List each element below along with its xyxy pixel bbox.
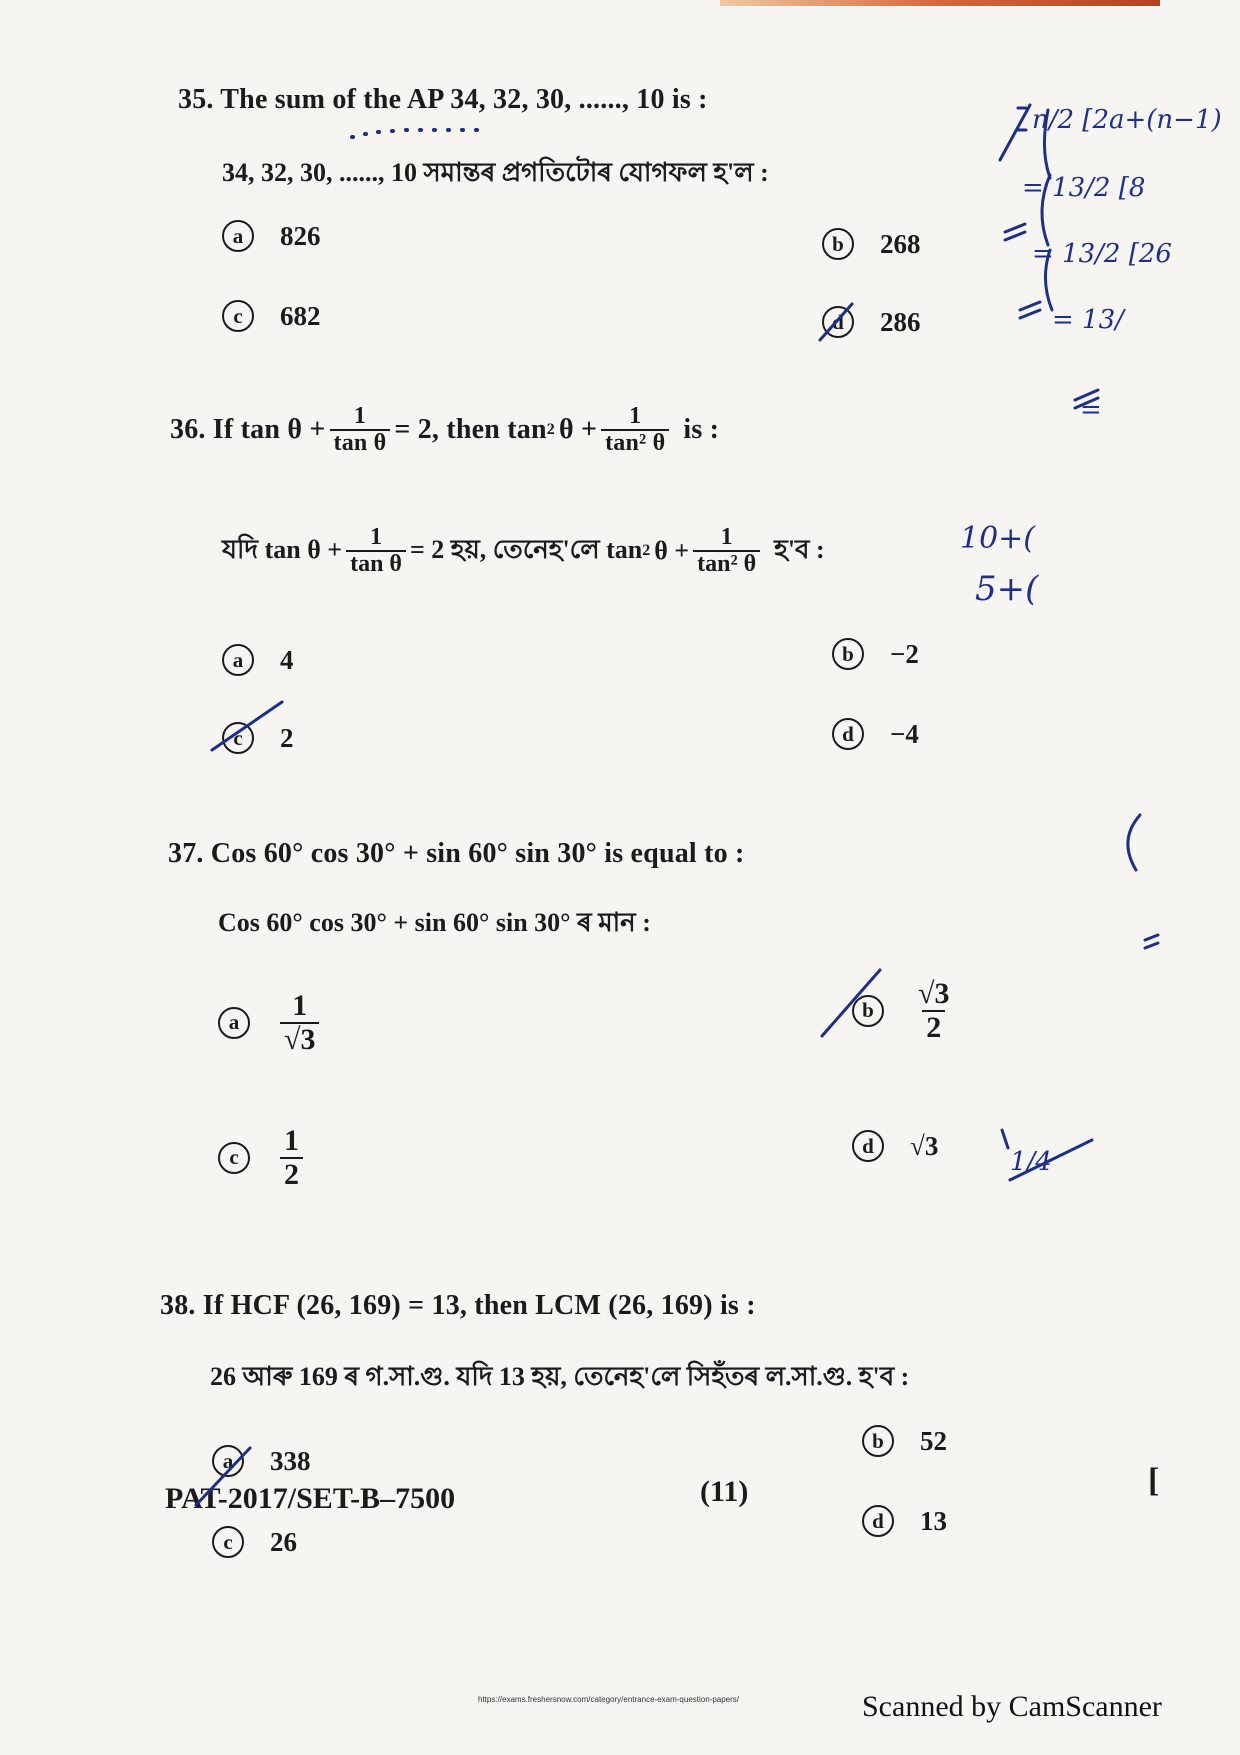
- ink-stroke: [1000, 105, 1030, 160]
- fraction-numerator: 1: [353, 403, 367, 429]
- ink-stroke: [1010, 1140, 1092, 1180]
- option-text: 338: [270, 1445, 311, 1476]
- q36-en-after-sup: θ +: [558, 414, 598, 446]
- option-fraction: [280, 990, 319, 1055]
- option-text: 26: [270, 1526, 297, 1557]
- option-text: 268: [880, 228, 921, 259]
- handwritten-note: 10+(: [960, 521, 1036, 556]
- ink-dots: [352, 130, 477, 137]
- q36-option-d[interactable]: [832, 718, 919, 750]
- q36-option-b[interactable]: [832, 638, 919, 670]
- source-url[interactable]: https://exams.freshersnow.com/category/entrance-exam-question-papers/: [478, 1695, 740, 1704]
- q36-as-after-sup: θ +: [654, 536, 690, 566]
- ink-stroke: [1005, 224, 1025, 240]
- option-text: 286: [880, 306, 921, 337]
- q38-option-c[interactable]: [212, 1526, 297, 1558]
- q36-as-prefix: যদি tan θ +: [222, 535, 343, 565]
- fraction-denominator: tan² θ: [693, 550, 760, 577]
- option-bubble: d: [822, 306, 854, 338]
- ink-stroke: [1002, 1130, 1008, 1148]
- q36-en-suffix: is :: [683, 414, 720, 446]
- q36-option-a[interactable]: [222, 644, 294, 676]
- fraction-numerator: 1: [370, 524, 383, 550]
- page-top-band: [720, 0, 1160, 6]
- option-bubble: a: [212, 1445, 244, 1477]
- q36-as-mid: = 2 হয়, তেনেহ'লে tan: [409, 535, 643, 565]
- q37-english: 37. Cos 60° cos 30° + sin 60° sin 30° is equal to :: [168, 838, 745, 869]
- option-text: 682: [280, 300, 321, 331]
- q38-english: 38. If HCF (26, 169) = 13, then LCM (26, 169) is :: [160, 1290, 756, 1321]
- fraction-numerator: 1: [284, 1124, 299, 1157]
- fraction-denominator: tan² θ: [601, 429, 669, 456]
- q37-option-b[interactable]: [852, 978, 957, 1043]
- option-bubble: c: [218, 1142, 250, 1174]
- fraction-denominator: tan θ: [330, 429, 391, 456]
- option-bubble: a: [218, 1007, 250, 1039]
- handwritten-note: = 13/2 [8: [1022, 173, 1146, 203]
- q35-option-d[interactable]: [822, 306, 921, 338]
- fraction-denominator: 2: [280, 1157, 303, 1191]
- ink-stroke: [1045, 250, 1052, 310]
- option-bubble: a: [222, 644, 254, 676]
- q37-option-d[interactable]: [852, 1130, 938, 1162]
- q35-option-a[interactable]: [222, 220, 321, 252]
- ink-stroke: [1128, 815, 1140, 870]
- fraction: [693, 525, 760, 577]
- fraction-numerator: 1: [720, 524, 733, 550]
- handwritten-note: = 13/2 [26: [1032, 239, 1172, 269]
- fraction-denominator: √3: [280, 1022, 319, 1056]
- option-text: 2: [280, 722, 294, 753]
- option-fraction: [914, 978, 953, 1043]
- paper-code: PAT-2017/SET-B–7500: [165, 1482, 456, 1515]
- option-bubble: d: [862, 1505, 894, 1537]
- superscript: 2: [546, 421, 555, 439]
- q36-assamese: [222, 525, 825, 577]
- option-bubble: d: [832, 718, 864, 750]
- side-bracket: [: [1148, 1462, 1160, 1499]
- handwritten-note: 5+(: [975, 569, 1039, 609]
- fraction-numerator: 1: [629, 403, 642, 429]
- option-text: 52: [920, 1425, 947, 1456]
- option-text: √3: [910, 1130, 939, 1161]
- fraction-denominator: 2: [922, 1010, 945, 1044]
- option-bubble: b: [822, 228, 854, 260]
- fraction: [601, 404, 669, 456]
- q36-as-suffix: হ'ব :: [774, 535, 825, 565]
- superscript: 2: [642, 542, 651, 560]
- page-number: (11): [700, 1475, 749, 1508]
- q38-assamese: 26 আৰু 169 ৰ গ.সা.গু. যদি 13 হয়, তেনেহ'লে সিহঁতৰ ল.সা.গু. হ'ব :: [210, 1362, 910, 1391]
- option-fraction: [280, 1125, 303, 1190]
- handwritten-note: 1/4: [1010, 1147, 1052, 1177]
- option-bubble: a: [222, 220, 254, 252]
- option-text: 826: [280, 220, 321, 251]
- q36-en-prefix: 36. If tan θ +: [170, 414, 326, 446]
- q35-option-c[interactable]: [222, 300, 321, 332]
- ink-stroke: [1075, 390, 1098, 408]
- option-text: 13: [920, 1505, 947, 1536]
- scanner-watermark: Scanned by CamScanner: [862, 1690, 1162, 1723]
- ink-stroke: [1145, 935, 1158, 948]
- option-text: 4: [280, 644, 294, 675]
- option-bubble: b: [852, 995, 884, 1027]
- q35-option-b[interactable]: [822, 228, 921, 260]
- ink-stroke: [1044, 110, 1050, 178]
- ink-stroke: [1042, 175, 1050, 245]
- q37-option-a[interactable]: [218, 990, 323, 1055]
- q36-english: [170, 404, 719, 456]
- option-bubble: c: [212, 1526, 244, 1558]
- fraction: [346, 525, 406, 577]
- fraction-numerator: √3: [918, 977, 950, 1010]
- option-bubble: b: [832, 638, 864, 670]
- q35-english: 35. The sum of the AP 34, 32, 30, ......, 10 is :: [178, 84, 708, 115]
- q35-assamese: 34, 32, 30, ......, 10 সমান্তৰ প্ৰগতিটোৰ যোগফল হ'ল :: [222, 158, 769, 187]
- ink-stroke: [1020, 302, 1040, 318]
- option-text: −2: [890, 638, 919, 669]
- q38-option-d[interactable]: [862, 1505, 947, 1537]
- q38-option-b[interactable]: [862, 1425, 947, 1457]
- option-text: −4: [890, 718, 919, 749]
- handwritten-note: n/2 [2a+(n−1): [1032, 105, 1222, 135]
- handwritten-note: =: [1080, 395, 1102, 425]
- fraction: [330, 404, 391, 456]
- q38-option-a[interactable]: [212, 1445, 311, 1477]
- q36-option-c[interactable]: [222, 722, 294, 754]
- option-bubble: c: [222, 722, 254, 754]
- handwritten-note: = 13/: [1052, 305, 1124, 335]
- option-bubble: c: [222, 300, 254, 332]
- fraction-numerator: 1: [292, 989, 308, 1022]
- q37-assamese: Cos 60° cos 30° + sin 60° sin 30° ৰ মান :: [218, 908, 651, 937]
- fraction-denominator: tan θ: [346, 550, 406, 577]
- option-bubble: b: [862, 1425, 894, 1457]
- q36-en-mid: = 2, then tan: [394, 414, 547, 446]
- option-bubble: d: [852, 1130, 884, 1162]
- q37-option-c[interactable]: [218, 1125, 307, 1190]
